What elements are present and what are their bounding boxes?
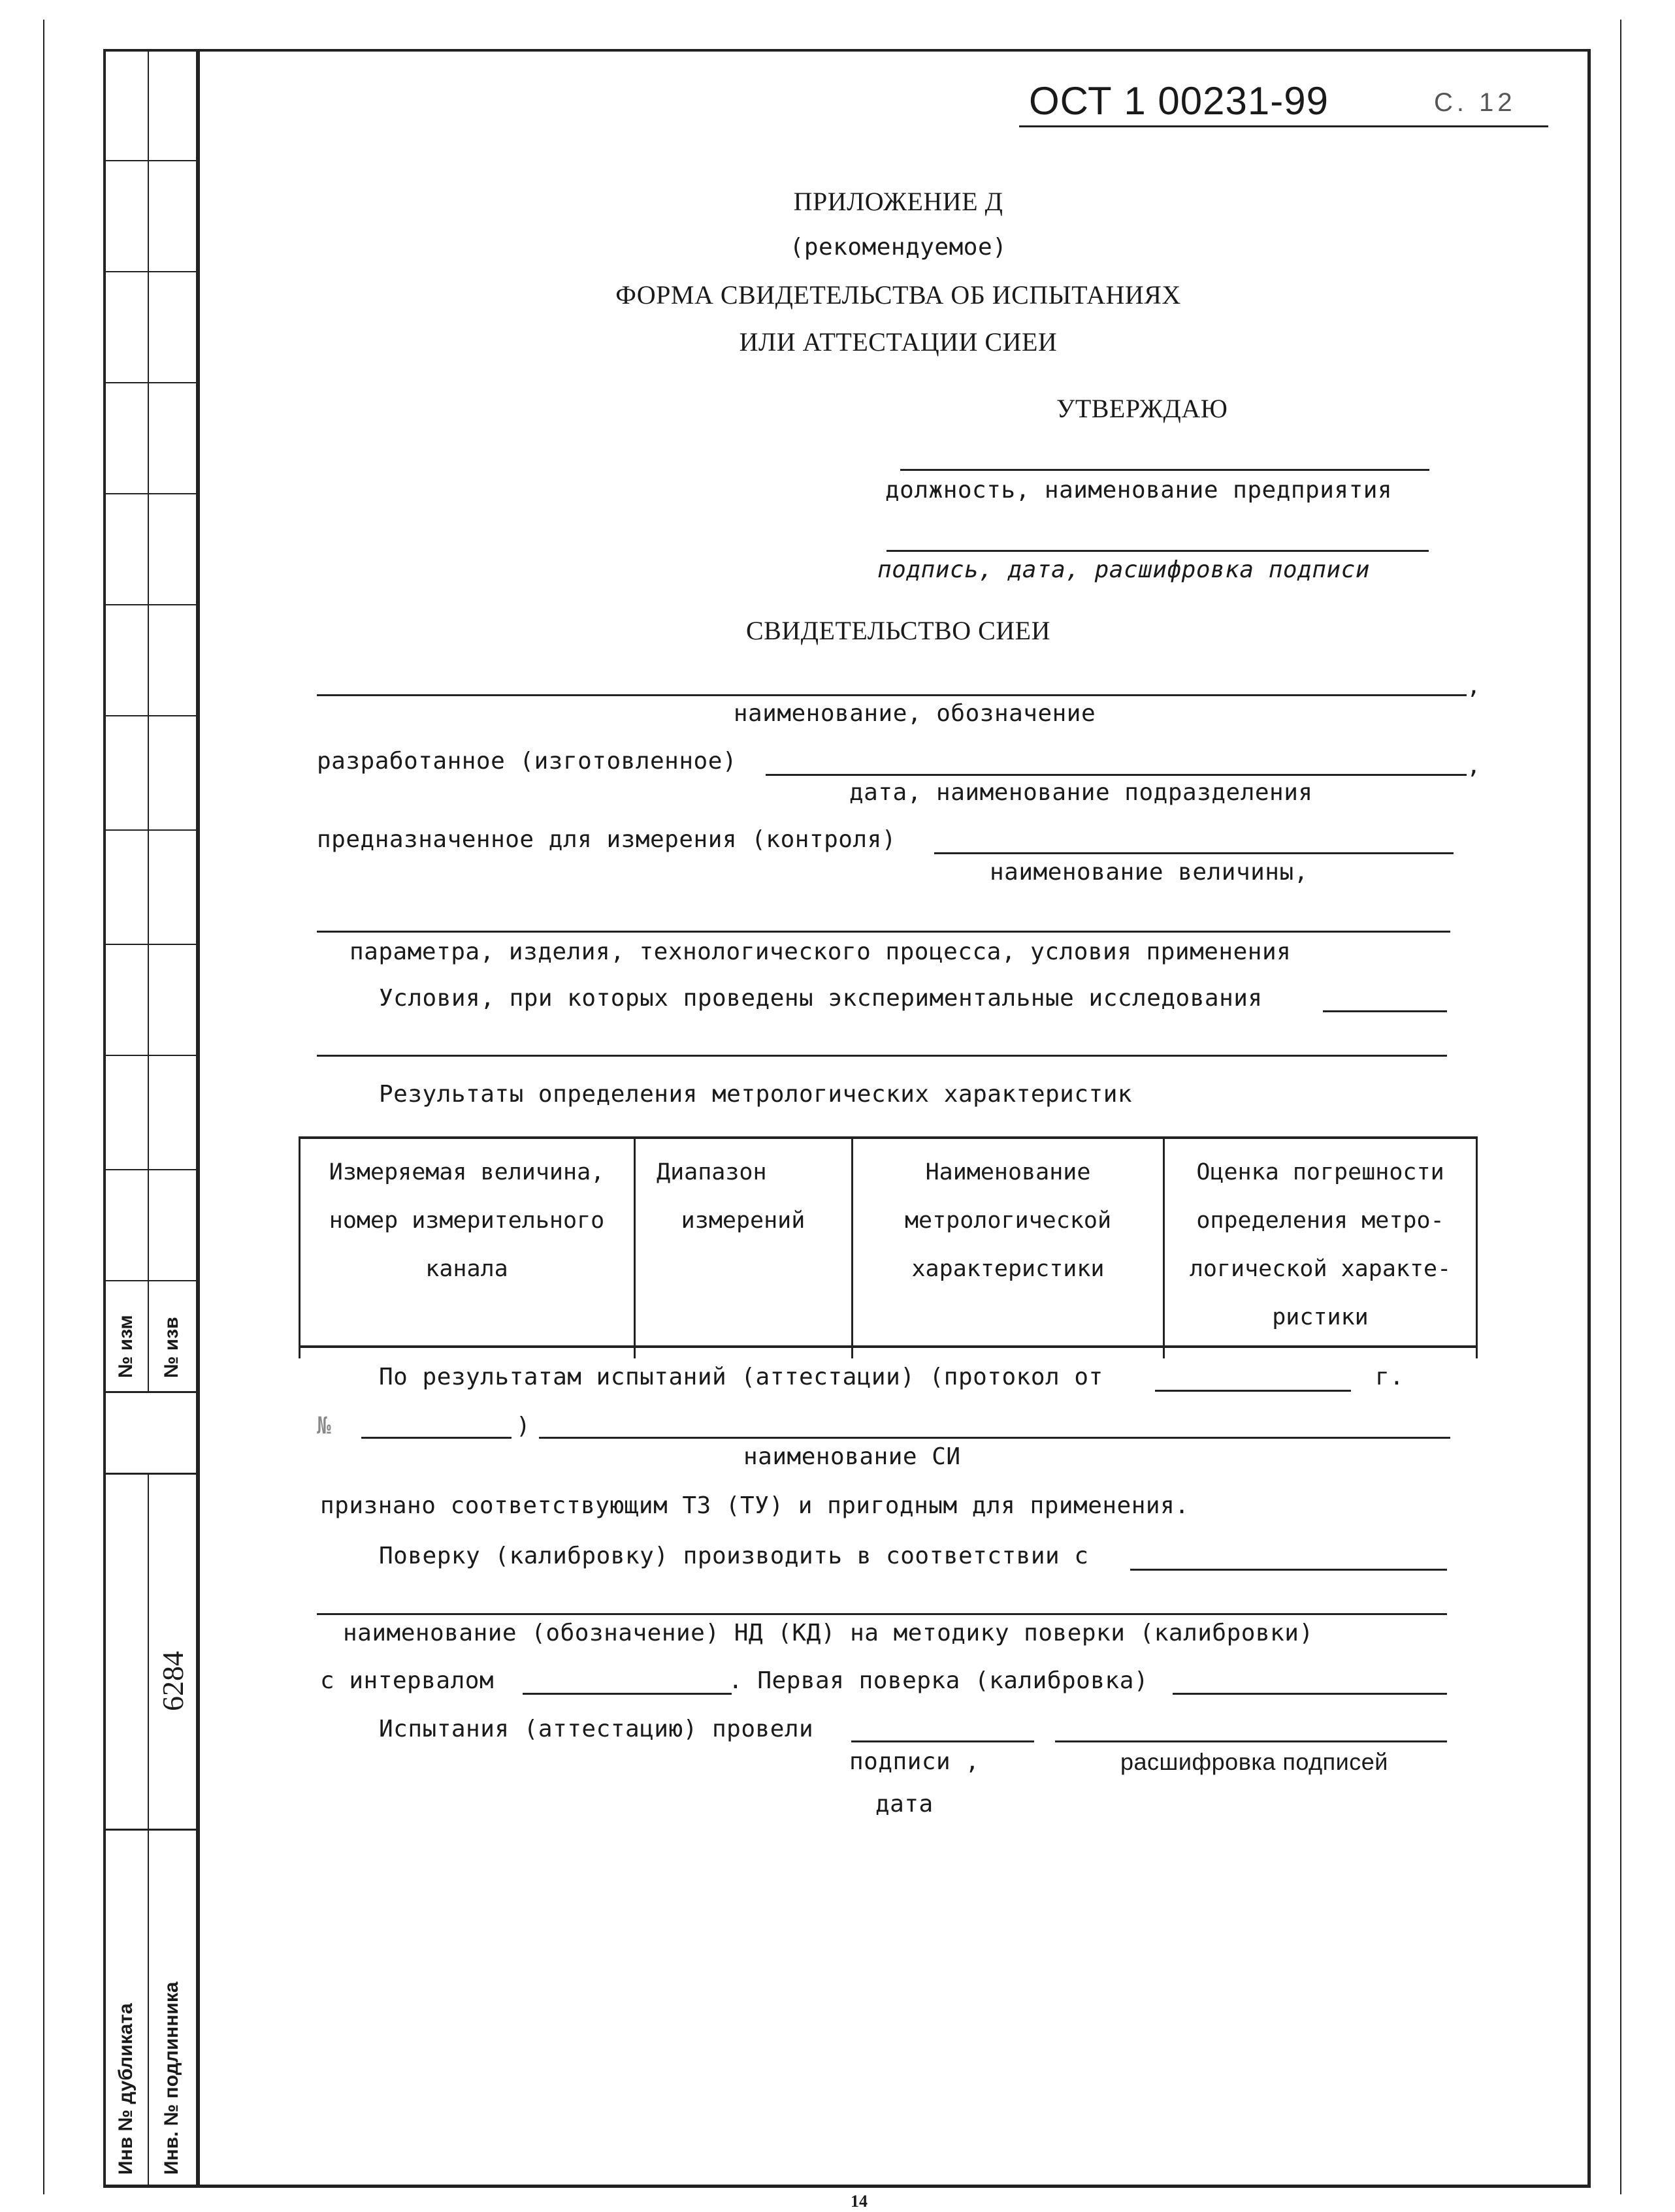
table-border-left: [299, 1136, 301, 1358]
margin-label-inv-podlinnika: Инв. № подлинника: [161, 1981, 182, 2175]
table-top-border: [299, 1136, 1478, 1139]
margin-tick: [103, 1169, 196, 1170]
form-title-line2: ИЛИ АТТЕСТАЦИИ СИЕИ: [739, 327, 1058, 357]
nd-caption: наименование (обозначение) НД (КД) на методику поверки (калибровки): [343, 1620, 1314, 1646]
approval-signature-line: [886, 550, 1429, 552]
approval-position-line: [900, 469, 1429, 471]
margin-label-inv-dublikata: Инв № дубликата: [115, 2003, 137, 2175]
standard-code: ОСТ 1 00231-99: [1029, 79, 1329, 123]
table-header-col1-line2: номер измерительного: [329, 1208, 605, 1234]
quantity-caption: наименование величины,: [990, 859, 1309, 886]
intended-label: предназначенное для измерения (контроля): [317, 826, 896, 853]
margin-tick: [103, 715, 196, 716]
approval-position-caption: должность, наименование предприятия: [885, 477, 1393, 504]
conditions-line-2: [317, 1055, 1447, 1057]
frame-top-border: [103, 49, 1589, 52]
parameter-caption: параметра, изделия, технологического процесса, условия применения: [350, 938, 1292, 965]
table-header-col2-line2: измерений: [681, 1208, 805, 1234]
margin-handwritten-number: 6284: [156, 1651, 189, 1711]
table-border-col2: [851, 1136, 853, 1358]
si-name-line: [539, 1437, 1450, 1439]
frame-outer-right-edge: [1620, 20, 1621, 2194]
margin-label-no-izm: № изм: [115, 1315, 137, 1378]
page-number: 14: [851, 2192, 868, 2211]
year-suffix: г.: [1375, 1364, 1405, 1390]
first-verification-label: . Первая поверка (калибровка): [728, 1667, 1149, 1694]
verification-line: [1130, 1569, 1447, 1571]
recognized-text: признано соответствующим ТЗ (ТУ) и пригодным для применения.: [320, 1492, 1190, 1519]
verification-line-2: [317, 1613, 1447, 1615]
table-border-col3: [1163, 1136, 1165, 1358]
number-sign: №: [317, 1413, 332, 1439]
table-header-col4-line1: Оценка погрешности: [1196, 1159, 1444, 1185]
developed-line: [766, 774, 1467, 776]
frame-main-left-border: [196, 49, 200, 2188]
conditions-line-end: [1323, 1010, 1447, 1012]
verification-label: Поверку (калибровку) производить в соответствии с: [379, 1543, 1089, 1569]
frame-bottom-border: [103, 2185, 1591, 2188]
appendix-title: ПРИЛОЖЕНИЕ Д: [793, 187, 1003, 216]
margin-label-no-izv: № изв: [161, 1317, 182, 1378]
by-results-label: По результатам испытаний (аттестации) (протокол от: [379, 1364, 1103, 1390]
developed-label: разработанное (изготовленное): [317, 748, 738, 775]
appendix-status: (рекомендуемое): [789, 234, 1007, 261]
signatures-line: [851, 1740, 1034, 1742]
margin-tick: [103, 382, 196, 383]
first-verification-line: [1173, 1693, 1447, 1695]
si-name-caption: наименование СИ: [743, 1443, 961, 1470]
signatures-decoding-caption: расшифровка подписей: [1120, 1748, 1388, 1775]
table-header-col3-line1: Наименование: [925, 1159, 1091, 1185]
frame-left-margin-line: [103, 49, 106, 2188]
margin-tick: [103, 160, 196, 161]
margin-tick: [103, 604, 196, 605]
intended-line: [934, 852, 1454, 854]
protocol-date-line: [1155, 1390, 1351, 1392]
margin-column-divider: [148, 49, 149, 1391]
date-division-caption: дата, наименование подразделения: [849, 779, 1313, 806]
table-border-right: [1476, 1136, 1478, 1358]
standard-code-underline: [1019, 125, 1548, 127]
form-title-line1: ФОРМА СВИДЕТЕЛЬСТВА ОБ ИСПЫТАНИЯХ: [615, 280, 1181, 310]
developed-comma: ,: [1467, 752, 1482, 779]
margin-tick: [103, 944, 196, 945]
date-caption: дата: [875, 1791, 934, 1818]
results-label: Результаты определения метрологических характеристик: [379, 1081, 1133, 1108]
interval-line: [523, 1693, 732, 1695]
table-header-col4-line2: определения метро-: [1196, 1208, 1444, 1234]
table-header-col3-line2: метрологической: [904, 1208, 1112, 1234]
name-designation-comma: ,: [1467, 673, 1482, 699]
table-border-col1: [634, 1136, 636, 1358]
page-reference: С. 12: [1434, 88, 1516, 117]
table-header-col2-line1: Диапазон: [657, 1159, 767, 1185]
table-header-col4-line3: логической характе-: [1189, 1256, 1452, 1282]
margin-tick: [103, 493, 196, 494]
parameter-line: [317, 931, 1450, 933]
conditions-label: Условия, при которых проведены экспериментальные исследования: [379, 985, 1263, 1012]
frame-right-border: [1587, 49, 1591, 2188]
frame-outer-left-edge: [43, 20, 44, 2194]
table-header-col1-line3: канала: [425, 1256, 508, 1282]
margin-block-top: [103, 1391, 196, 1393]
name-designation-caption: наименование, обозначение: [733, 700, 1096, 727]
margin-tick: [103, 1280, 196, 1281]
approval-heading: УТВЕРЖДАЮ: [1056, 394, 1228, 423]
table-header-col3-line3: характеристики: [911, 1256, 1105, 1282]
close-paren: ): [516, 1413, 531, 1439]
margin-tick: [103, 271, 196, 272]
certificate-title: СВИДЕТЕЛЬСТВО СИЕИ: [746, 616, 1050, 645]
table-header-col1-line1: Измеряемая величина,: [329, 1159, 605, 1185]
margin-tick: [103, 1055, 196, 1056]
signatures-decoding-line: [1055, 1740, 1447, 1742]
approval-signature-caption: подпись, дата, расшифровка подписи: [877, 556, 1370, 583]
table-bottom-border: [299, 1345, 1478, 1348]
signatures-caption: подписи ,: [849, 1748, 980, 1775]
protocol-number-line: [361, 1437, 512, 1439]
name-designation-line: [317, 694, 1467, 696]
margin-tick: [103, 829, 196, 831]
margin-block-lower: [103, 1829, 196, 1831]
performed-label: Испытания (аттестацию) провели: [379, 1716, 814, 1742]
margin-block-mid: [103, 1473, 196, 1475]
table-header-col4-line4: ристики: [1272, 1304, 1369, 1330]
interval-label: с интервалом: [320, 1667, 495, 1694]
